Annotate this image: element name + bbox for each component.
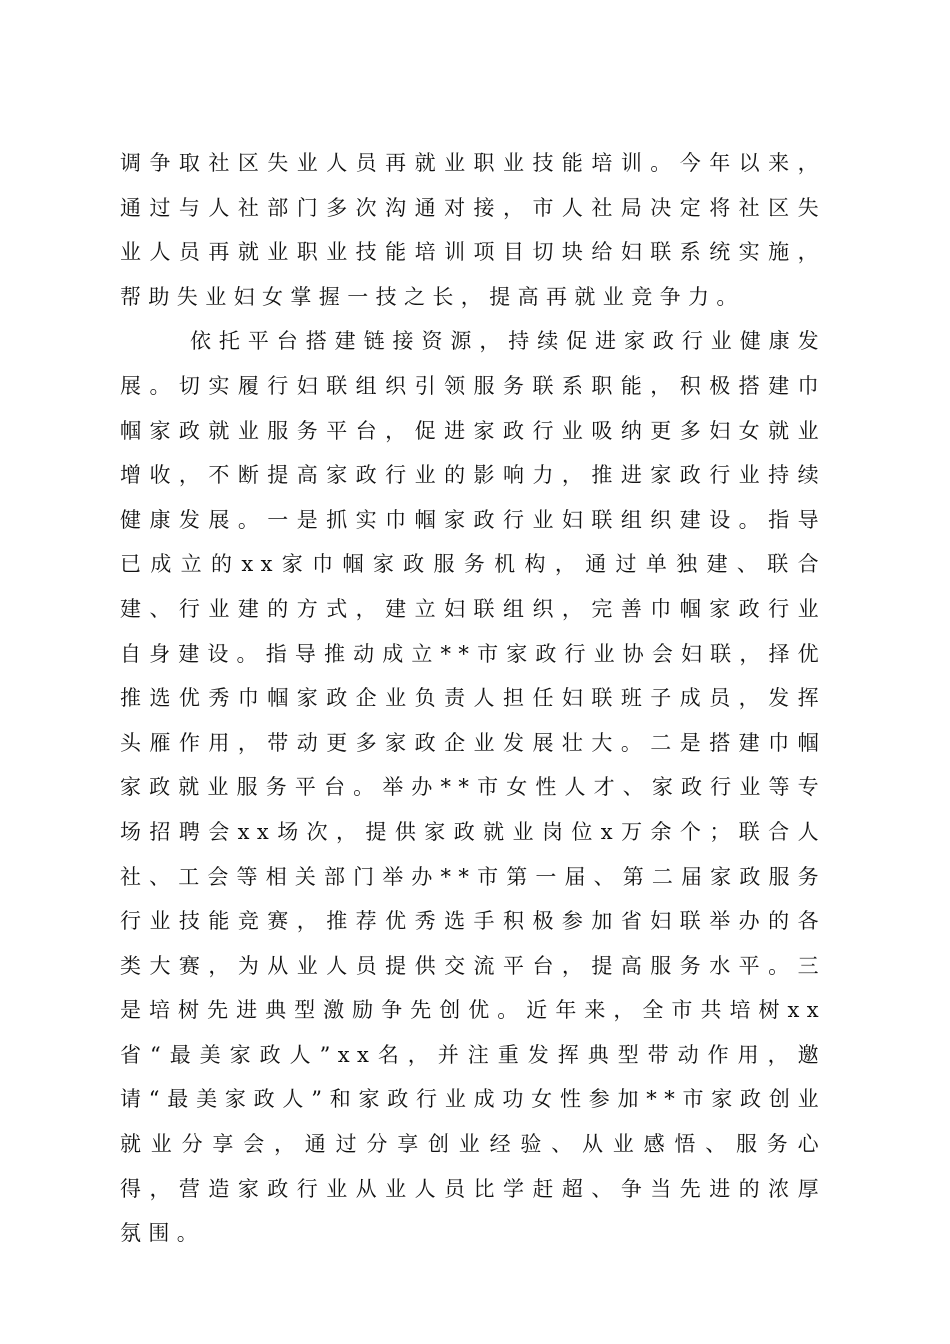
paragraph-housekeeping-platform: 依托平台搭建链接资源，持续促进家政行业健康发展。切实履行妇联组织引领服务联系职能，积极搭建巾帼家政就业服务平台，促进家政行业吸纳更多妇女就业增收，不断提高家政行业的影响力，推进家政行业持续健康发展。一是抓实巾帼家政行业妇联组织建设。指导已成立的xx家巾帼家政服务机构，通过单独建、联合建、行业建的方式，建立妇联组织，完善巾帼家政行业自身建设。指导推动成立**市家政行业协会妇联，择优推选优秀巾帼家政企业负责人担任妇联班子成员，发挥头雁作用，带动更多家政企业发展壮大。二是搭建巾帼家政就业服务平台。举办**市女性人才、家政行业等专场招聘会xx场次，提供家政就业岗位x万余个；联合人社、工会等相关部门举办**市第一届、第二届家政服务行业技能竞赛，推荐优秀选手积极参加省妇联举办的各类大赛，为从业人员提供交流平台，提高服务水平。三是培树先进典型激励争先创优。近年来，全市共培树xx省“最美家政人”xx名，并注重发挥典型带动作用，邀请“最美家政人”和家政行业成功女性参加**市家政创业就业分享会，通过分享创业经验、从业感悟、服务心得，营造家政行业从业人员比学赶超、争当先进的浓厚氛围。 [120, 329, 826, 1246]
document-page [120, 141, 826, 1256]
paragraph-reemployment-training: 调争取社区失业人员再就业职业技能培训。今年以来，通过与人社部门多次沟通对接，市人社局决定将社区失业人员再就业职业技能培训项目切块给妇联系统实施，帮助失业妇女掌握一技之长，提高再就业竞争力。 [120, 151, 826, 309]
